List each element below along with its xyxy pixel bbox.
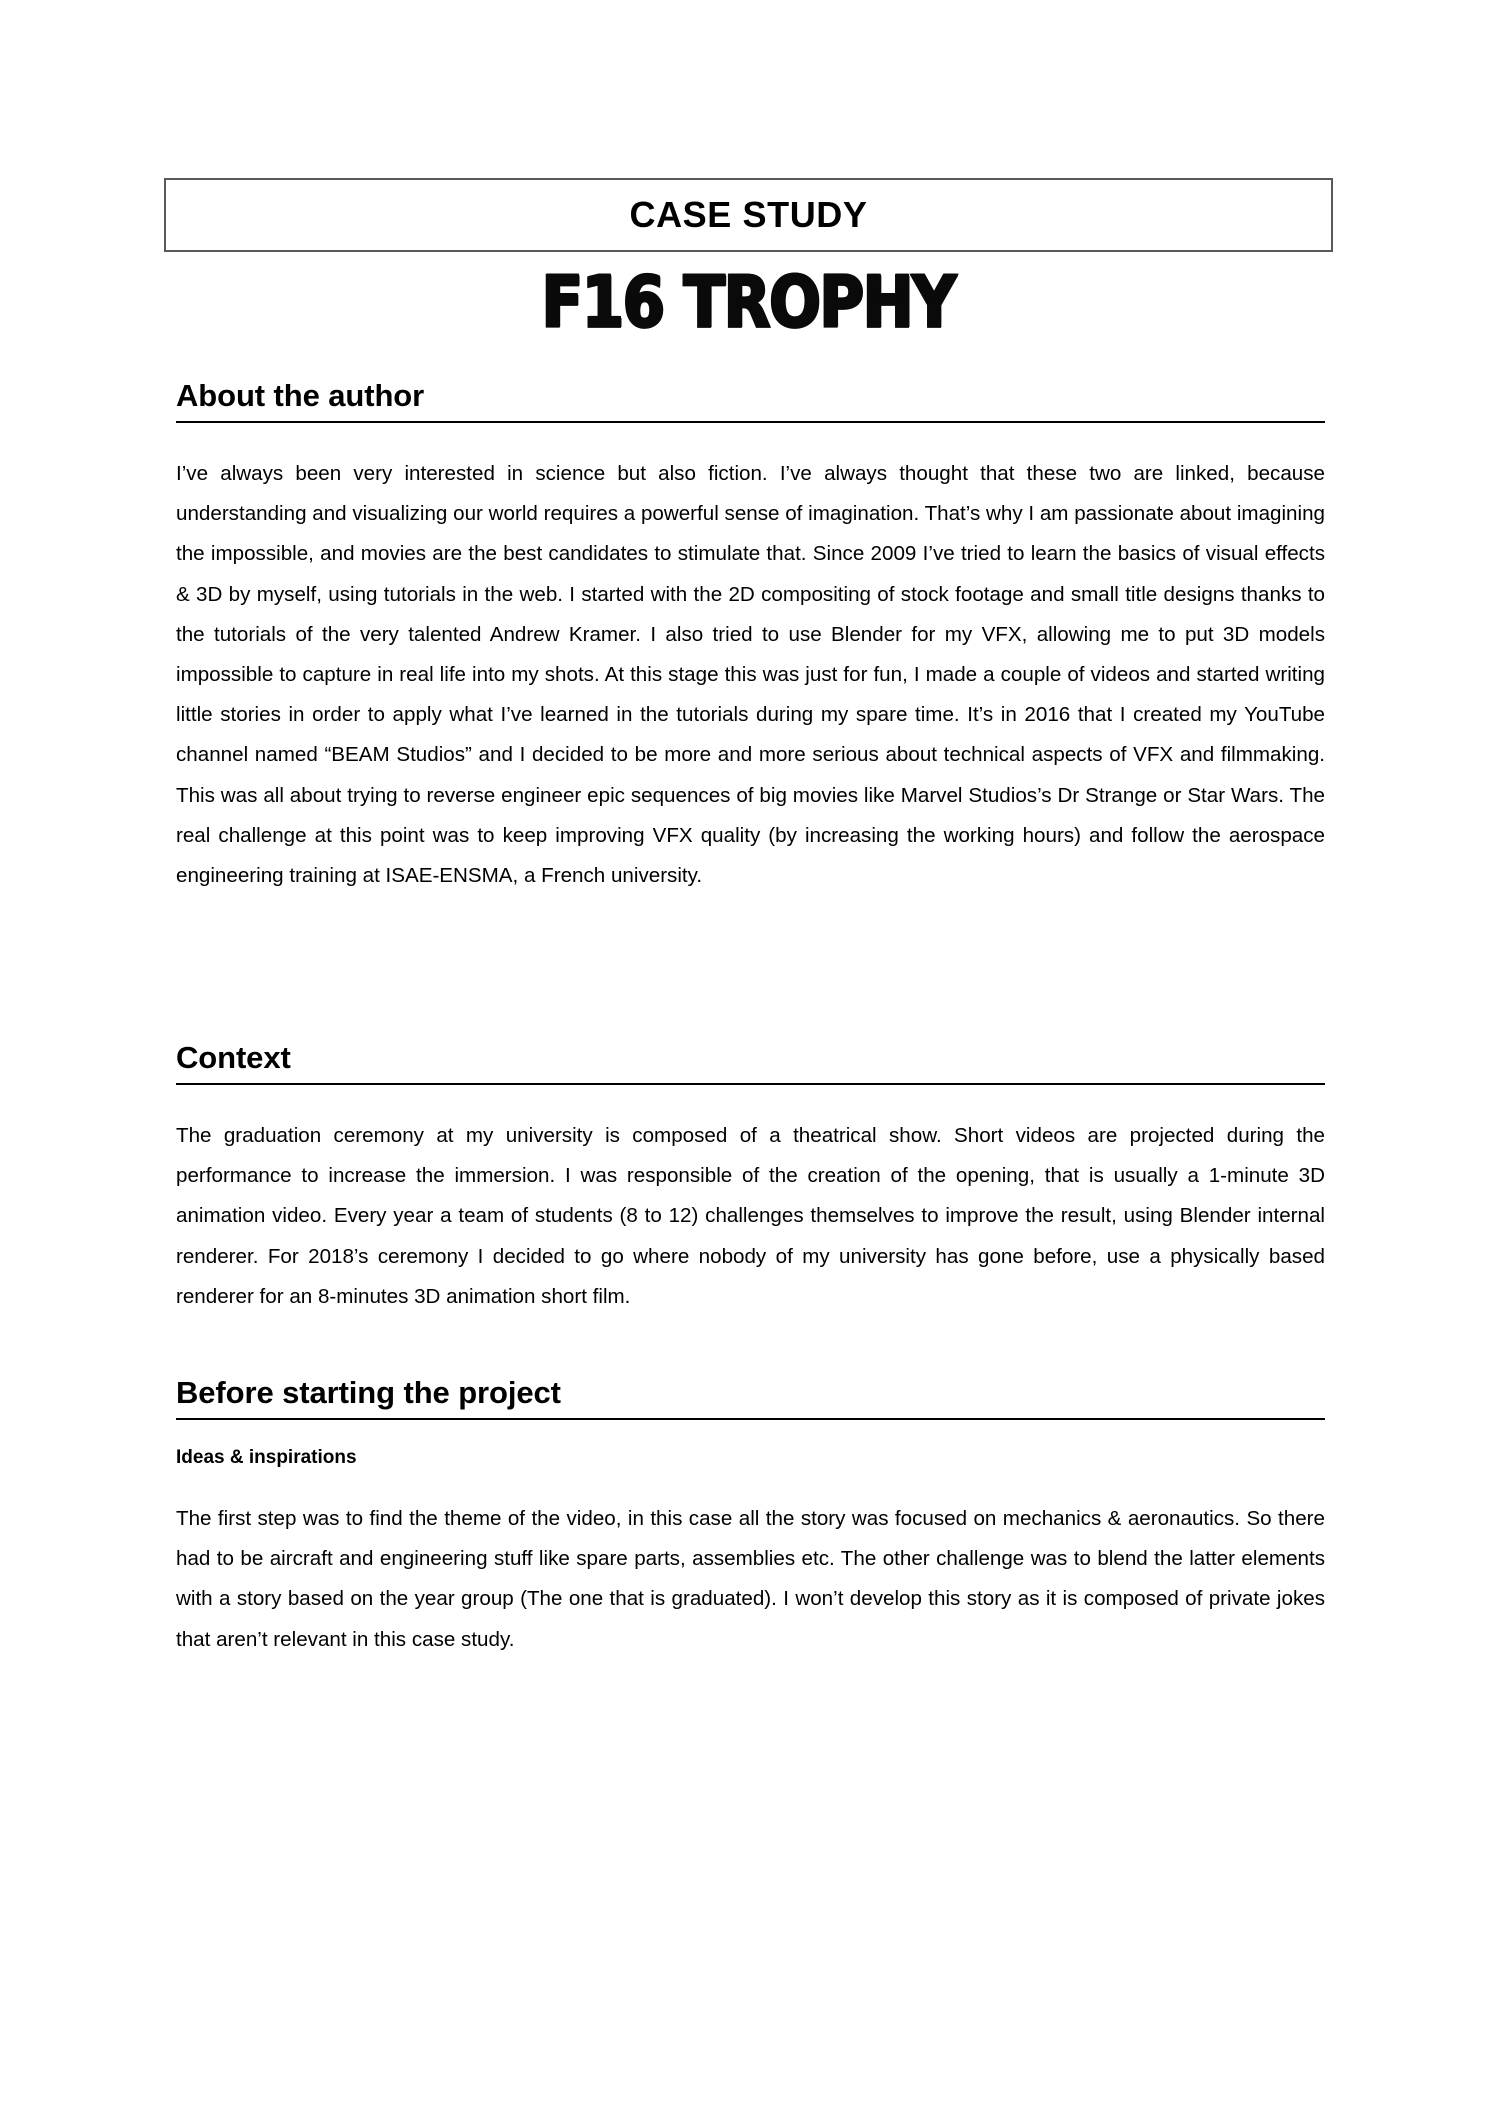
section-heading-before-starting-the-project-text: Before starting the project bbox=[176, 1375, 561, 1410]
case-study-banner-label: CASE STUDY bbox=[629, 194, 868, 235]
heading-rule bbox=[176, 421, 1325, 423]
case-study-banner bbox=[164, 178, 1333, 252]
section-heading-context-text: Context bbox=[176, 1040, 291, 1075]
project-logo-title: F16 TROPHY bbox=[541, 260, 956, 344]
paragraph-context: The graduation ceremony at my university is composed of a theatrical show. Short videos are projected during the performance to increase the immersion. I was responsible of the creation of the opening, that is usually a 1-minute 3D animation video. Every year a team of students (8 to 12) challenges themselves to improve the result, using Blender internal renderer. For 2018’s ceremony I decided to go where nobody of my university has gone before, use a physically based renderer for an 8-minutes 3D animation short film. bbox=[176, 1124, 1325, 1308]
section-heading-context bbox=[176, 1040, 1325, 1085]
paragraph-ideas-and-inspirations: The first step was to find the theme of the video, in this case all the story was focused on mechanics & aeronautics. So there had to be aircraft and engineering stuff like spare parts, assemblies etc. The other challenge was to blend the latter elements with a story based on the year group (The one that is graduated). I won’t develop this story as it is composed of private jokes that aren’t relevant in this case study. bbox=[176, 1507, 1325, 1651]
project-logo bbox=[164, 262, 1333, 342]
heading-rule bbox=[176, 1418, 1325, 1420]
heading-rule bbox=[176, 1083, 1325, 1085]
subheading-ideas-and-inspirations: Ideas & inspirations bbox=[176, 1447, 357, 1468]
section-heading-before-starting-the-project bbox=[176, 1375, 1325, 1420]
paragraph-about-the-author: I’ve always been very interested in science but also fiction. I’ve always thought that these two are linked, because understanding and visualizing our world requires a powerful sense of imagination. That’s why I am passionate about imagining the impossible, and movies are the best candidates to stimulate that. Since 2009 I’ve tried to learn the basics of visual effects & 3D by myself, using tutorials in the web. I started with the 2D compositing of stock footage and small title designs thanks to the tutorials of the very talented Andrew Kramer. I also tried to use Blender for my VFX, allowing me to put 3D models impossible to capture in real life into my shots. At this stage this was just for fun, I made a couple of videos and started writing little stories in order to apply what I’ve learned in the tutorials during my spare time. It’s in 2016 that I created my YouTube channel named “BEAM Studios” and I decided to be more and more serious about technical aspects of VFX and filmmaking. This was all about trying to reverse engineer epic sequences of big movies like Marvel Studios’s Dr Strange or Star Wars. The real challenge at this point was to keep improving VFX quality (by increasing the working hours) and follow the aerospace engineering training at ISAE-ENSMA, a French university. bbox=[176, 462, 1325, 888]
section-heading-about-the-author-text: About the author bbox=[176, 378, 425, 413]
section-heading-about-the-author bbox=[176, 378, 1325, 423]
